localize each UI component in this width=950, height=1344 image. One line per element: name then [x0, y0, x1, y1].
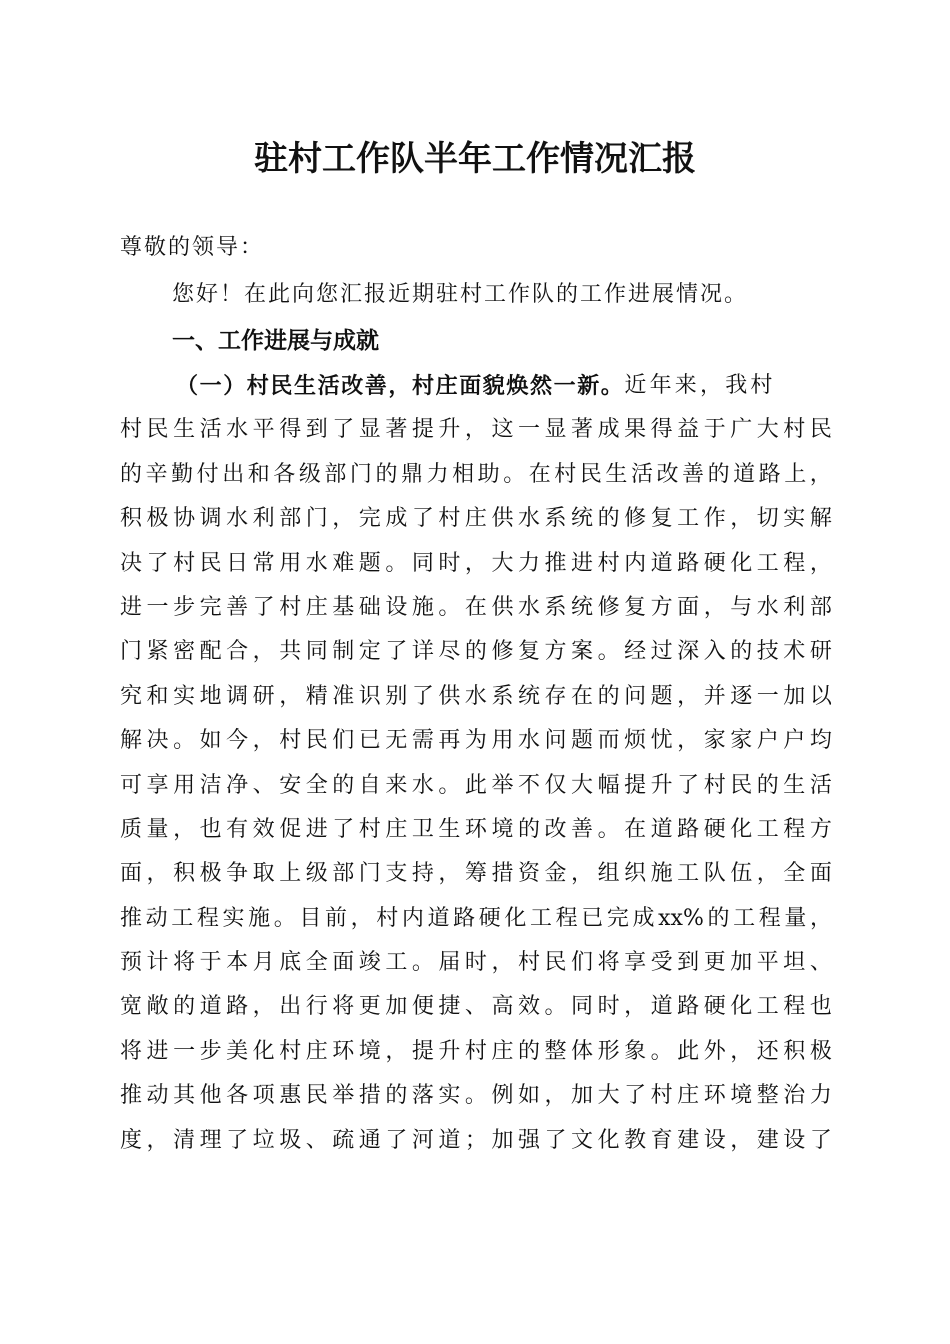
body-line: 宽 敞 的 道 路 ， 出 行 将 更 加 便 捷 、 高 效 。 同 时 ， 道 路 硬 化 工 程 也	[120, 994, 832, 1020]
body-line: 将 进 一 步 美 化 村 庄 环 境 ， 提 升 村 庄 的 整 体 形 象 。 此 外 ， 还 积 极	[120, 1038, 832, 1064]
body-line: 进 一 步 完 善 了 村 庄 基 础 设 施 。 在 供 水 系 统 修 复 方 面 ， 与 水 利 部	[120, 594, 832, 620]
section-heading: 一、工作进展与成就	[172, 328, 379, 354]
body-line: 究 和 实 地 调 研 ， 精 准 识 别 了 供 水 系 统 存 在 的 问 题 ， 并 逐 一 加 以	[120, 683, 832, 709]
body-line: 可 享 用 洁 净 、 安 全 的 自 来 水 。 此 举 不 仅 大 幅 提 升 了 村 民 的 生 活	[120, 772, 832, 798]
body-line: 村 民 生 活 水 平 得 到 了 显 著 提 升 ， 这 一 显 著 成 果 得 益 于 广 大 村 民	[120, 417, 832, 443]
greeting-paragraph: 您好！在此向您汇报近期驻村工作队的工作进展情况。	[172, 282, 749, 307]
document-title: 驻村工作队半年工作情况汇报	[254, 139, 696, 179]
body-line: 度 ， 清 理 了 垃 圾 、 疏 通 了 河 道 ； 加 强 了 文 化 教 育 建 设 ， 建 设 了	[120, 1127, 832, 1153]
body-line: 门 紧 密 配 合 ， 共 同 制 定 了 详 尽 的 修 复 方 案 。 经 过 深 入 的 技 术 研	[120, 639, 832, 665]
body-line: 推 动 工 程 实 施 。 目 前 ， 村 内 道 路 硬 化 工 程 已 完 成 xx% 的 工 程 量 ，	[120, 905, 832, 931]
body-line: 预 计 将 于 本 月 底 全 面 竣 工 。 届 时 ， 村 民 们 将 享 受 到 更 加 平 坦 、	[120, 950, 832, 976]
body-line: 推 动 其 他 各 项 惠 民 举 措 的 落 实 。 例 如 ， 加 大 了 村 庄 环 境 整 治 力	[120, 1083, 832, 1109]
sub-heading: （一）村民生活改善，村庄面貌焕然一新。	[176, 373, 625, 399]
body-line-text: 近年来，我村	[624, 373, 776, 398]
body-line: 决 了 村 民 日 常 用 水 难 题 。 同 时 ， 大 力 推 进 村 内 道 路 硬 化 工 程 ，	[120, 550, 832, 576]
body-line: 积 极 协 调 水 利 部 门 ， 完 成 了 村 庄 供 水 系 统 的 修 复 工 作 ， 切 实 解	[120, 506, 832, 532]
body-paragraph	[120, 370, 832, 1169]
body-line-first	[120, 370, 832, 414]
body-line: 质 量 ， 也 有 效 促 进 了 村 庄 卫 生 环 境 的 改 善 。 在 道 路 硬 化 工 程 方	[120, 816, 832, 842]
body-line: 面 ， 积 极 争 取 上 级 部 门 支 持 ， 筹 措 资 金 ， 组 织 施 工 队 伍 ， 全 面	[120, 861, 832, 887]
body-line: 的 辛 勤 付 出 和 各 级 部 门 的 鼎 力 相 助 。 在 村 民 生 活 改 善 的 道 路 上 ，	[120, 461, 832, 487]
body-line: 解 决 。 如 今 ， 村 民 们 已 无 需 再 为 用 水 问 题 而 烦 忧 ， 家 家 户 户 均	[120, 728, 832, 754]
salutation: 尊敬的领导：	[120, 235, 265, 260]
